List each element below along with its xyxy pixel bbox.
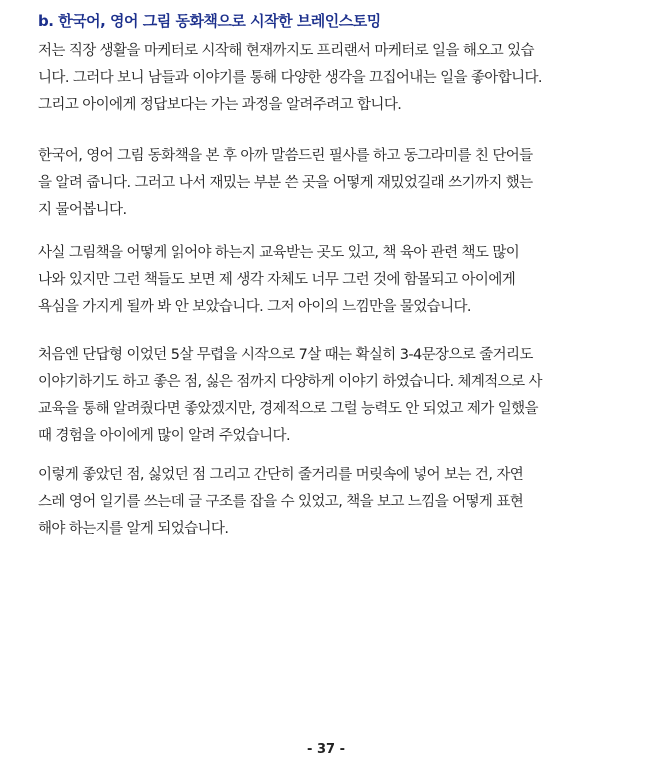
text-line: 이렇게 좋았던 점, 싫었던 점 그리고 간단히 줄거리를 머릿속에 넣어 보는 건, 자연 [38,467,524,483]
text-line: 을 알려 줍니다. 그러고 나서 재밌는 부분 쓴 곳을 어떻게 재밌었길래 쓰기까지 했는 [38,175,533,191]
paragraph-4 [38,342,628,450]
text-line: 욕심을 가지게 될까 봐 안 보았습니다. 그저 아이의 느낌만을 물었습니다. [38,299,471,315]
text-line: 스레 영어 일기를 쓰는데 글 구조를 잡을 수 있었고, 책을 보고 느낌을 어떻게 표현 [38,494,524,510]
text-line: 한국어, 영어 그림 동화책을 본 후 아까 말씀드린 필사를 하고 동그라미를 친 단어들 [38,148,533,164]
page-number: - 37 - [307,742,345,757]
text-line: 니다. 그러다 보니 남들과 이야기를 통해 다양한 생각을 끄집어내는 일을 좋아합니다. [38,70,542,86]
text-line: 지 물어봅니다. [38,202,127,218]
section-title: b. 한국어, 영어 그림 동화책으로 시작한 브레인스토밍 [38,12,381,30]
text-line: 나와 있지만 그런 책들도 보면 제 생각 자체도 너무 그런 것에 함몰되고 아이에게 [38,272,516,288]
text-line: 이야기하기도 하고 좋은 점, 싫은 점까지 다양하게 이야기 하였습니다. 체계적으로 사 [38,374,542,390]
paragraph-2 [38,143,628,224]
text-line: 사실 그림책을 어떻게 읽어야 하는지 교육받는 곳도 있고, 책 육아 관련 책도 많이 [38,245,520,261]
paragraph-3 [38,240,628,321]
text-line: 처음엔 단답형 이었던 5살 무렵을 시작으로 7살 때는 확실히 3-4문장으로 줄거리도 [38,347,533,363]
paragraph-1 [38,38,628,119]
text-line: 교육을 통해 알려줬다면 좋았겠지만, 경제적으로 그럴 능력도 안 되었고 제가 일했을 [38,401,538,417]
paragraph-5 [38,462,628,543]
text-line: 해야 하는지를 알게 되었습니다. [38,521,229,537]
text-line: 그리고 아이에게 정답보다는 가는 과정을 알려주려고 합니다. [38,97,402,113]
text-line: 때 경험을 아이에게 많이 알려 주었습니다. [38,428,290,444]
text-line: 저는 직장 생활을 마케터로 시작해 현재까지도 프리랜서 마케터로 일을 해오고 있습 [38,43,534,59]
